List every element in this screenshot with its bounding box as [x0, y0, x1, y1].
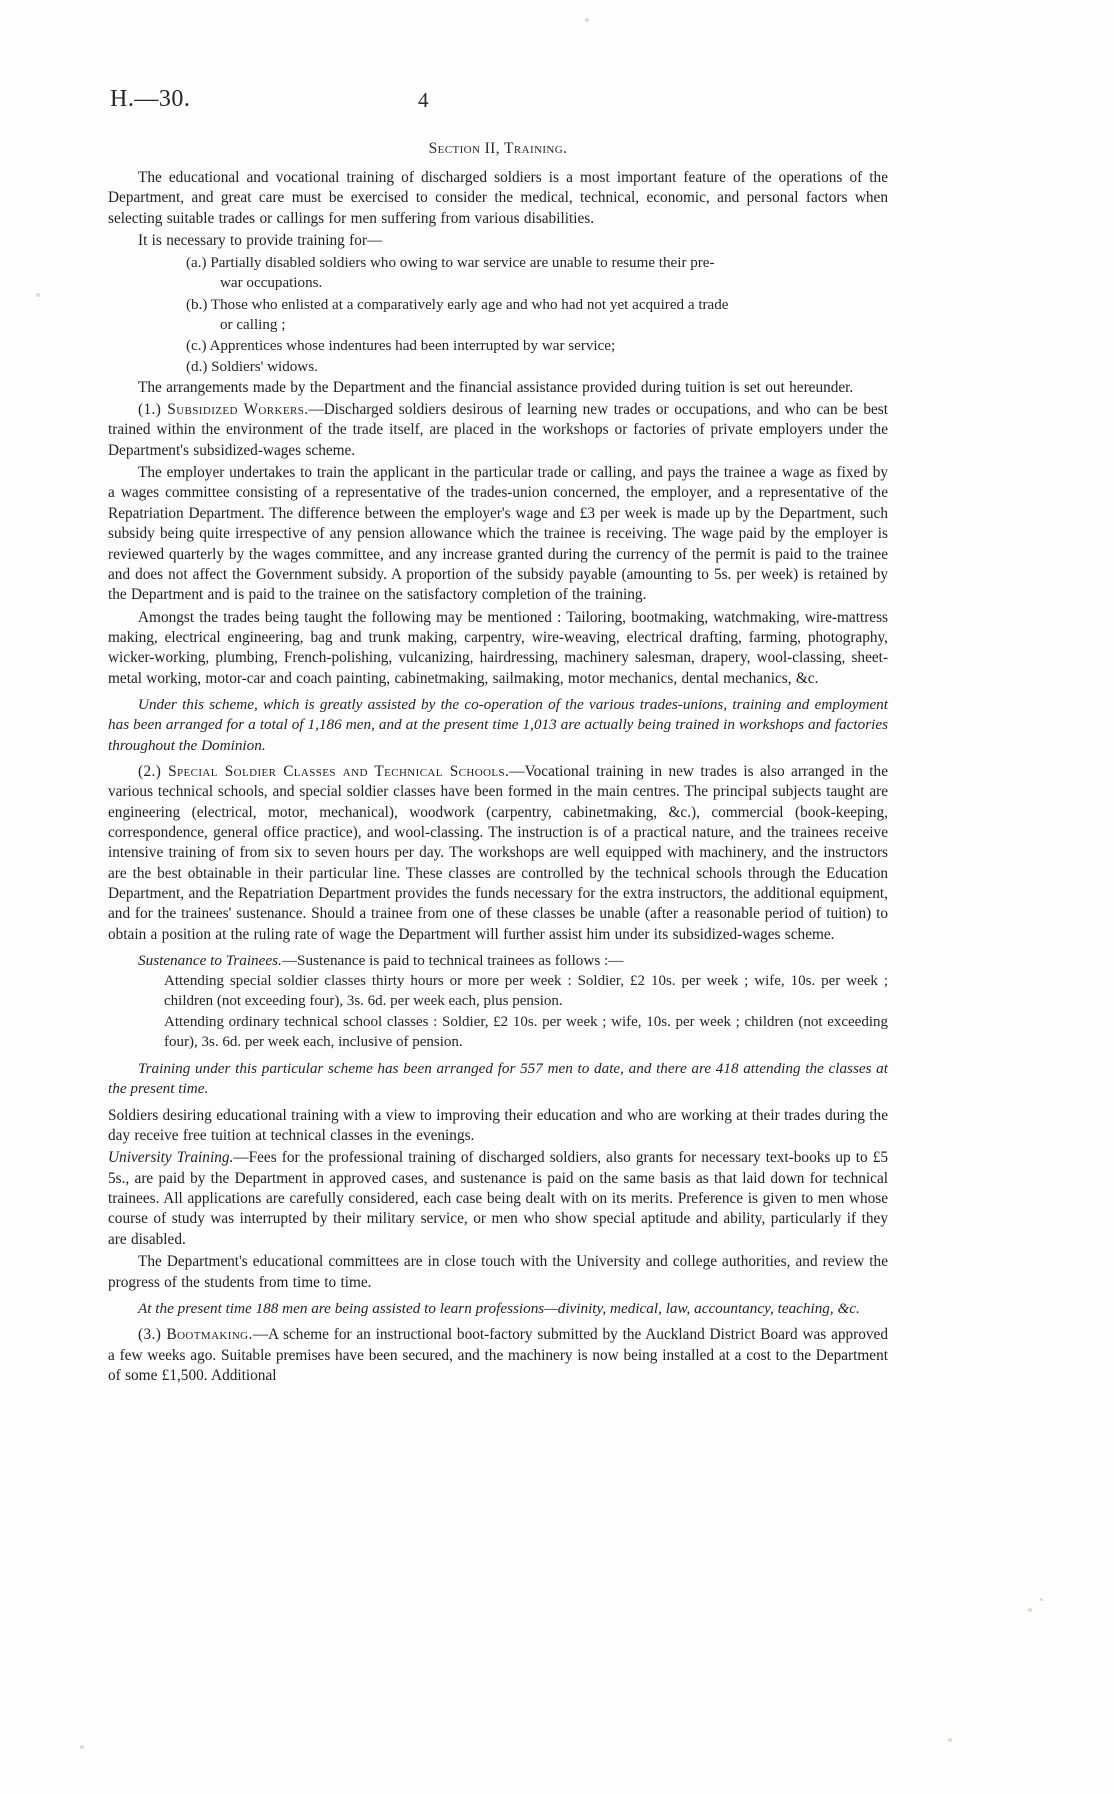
paragraph-sustenance [108, 951, 888, 971]
paragraph-subsidized-workers [108, 400, 888, 461]
paragraph-special-classes [108, 762, 888, 945]
page-header [108, 86, 888, 126]
list-item-marker: (d.) [186, 358, 208, 375]
clause-label-bootmaking: (3.) Bootmaking. [138, 1326, 253, 1344]
sustenance-item-special: Attending special soldier classes thirty hours or more per week : Soldier, £2 10s. per week ; wife, 10s. per week ; children (not exceeding four), 3s. 6d. per week each, plus pension. [164, 973, 888, 1010]
paragraph-trades: Amongst the trades being taught the following may be mentioned : Tailoring, bootmaking, watchmaking, wire-mattress making, electrical engineering, bag and trunk making, carpentry, wire-weaving, electrical drafting, farming, photography, wicker-working, plumbing, French-polishing, vulcanizing, hairdressing, machinery salesman, drapery, wool-classing, sheet-metal working, motor-car and coach painting, cabinetmaking, sailmaking, motor mechanics, dental mechanics, &c. [108, 608, 888, 687]
list-item-text: Soldiers' widows. [211, 358, 318, 375]
list-item-continuation: or calling ; [220, 316, 286, 333]
section-title: Section II, Training. [428, 140, 568, 157]
clause-text-sustenance: —Sustenance is paid to technical trainees as follows :— [281, 952, 624, 970]
list-item-marker: (b.) [186, 296, 208, 313]
page-content [108, 86, 888, 1388]
list-item-marker: (c.) [186, 337, 207, 354]
paragraph-scheme-italic: Under this scheme, which is greatly assisted by the co-operation of the various trades-unions, training and employment has been arranged for a total of 1,186 men, and at the present time 1,013 are actually being trained in workshops and factories throughout the Dominion. [108, 695, 888, 754]
scan-speck [585, 18, 589, 22]
list-item-text: Those who enlisted at a comparatively early age and who had not yet acquired a trade [210, 296, 729, 313]
document-number: H.—30. [110, 86, 191, 112]
paragraph-soldiers-desiring: Soldiers desiring educational training with a view to improving their education and who are working at their trades during the day receive free tuition at technical classes in the evenings. [108, 1106, 888, 1145]
clause-text-bootmaking: —A scheme for an instructional boot-factory submitted by the Auckland District Board was approved a few weeks ago. Suitable premises have been secured, and the machinery is now being installed at a cost to the Department of some £1,500. Additional [108, 1326, 888, 1384]
list-item [108, 336, 888, 356]
paragraph-university-training [108, 1148, 888, 1250]
clause-label-sustenance: Sustenance to Trainees. [138, 952, 282, 970]
sustenance-item-ordinary: Attending ordinary technical school classes : Soldier, £2 10s. per week ; wife, 10s. per week ; children (not exceeding four), 3s. 6d. per week each, inclusive of pension. [164, 1014, 888, 1051]
list-item [108, 357, 888, 377]
paragraph-arrangements: The arrangements made by the Department and the financial assistance provided during tuition is set out hereunder. [138, 378, 854, 396]
clause-label-subsidized-workers: (1.) Subsidized Workers. [138, 401, 309, 419]
clause-text-subsidized-workers: —Discharged soldiers desirous of learning new trades or occupations, and who can be best trained within the environment of the trade itself, are placed in the workshops or factories of private employers under the Department's subsidized-wages scheme. [108, 401, 888, 459]
scan-speck [80, 1745, 84, 1749]
paragraph-bootmaking [108, 1325, 888, 1386]
list-item-marker: (a.) [186, 255, 207, 272]
paragraph-employer: The employer undertakes to train the applicant in the particular trade or calling, and pays the trainee a wage as fixed by a wages committee consisting of a representative of the trades-union concerned, the employer, and a representative of the Repatriation Department. The difference between the employer's wage and £3 per week is made up by the Department, such subsidy being quite irrespective of any pension allowance which the trainee is receiving. The wage paid by the employer is reviewed quarterly by the wages committee, and any increase granted during the currency of the permit is paid to the trainee and does not affect the Government subsidy. A proportion of the subsidy payable (amounting to 5s. per week) is retained by the Department and is paid to the trainee on the satisfactory completion of the training. [108, 464, 888, 604]
list-item-text: Apprentices whose indentures had been interrupted by war service; [209, 337, 616, 354]
paragraph-intro: The educational and vocational training of discharged soldiers is a most important feature of the operations of the Department, and great care must be exercised to consider the medical, technical, economic, and personal factors when selecting suitable trades or callings for men suffering from various disabilities. [108, 169, 888, 227]
list-item-continuation: war occupations. [220, 275, 323, 292]
page-number: 4 [418, 88, 429, 112]
clause-text-university-training: —Fees for the professional training of discharged soldiers, also grants for necessary text-books up to £5 5s., are paid by the Department in approved cases, and sustenance is paid on the same basis as that laid down for technical trainees. All applications are carefully considered, each case being dealt with on its merits. Preference is given to men whose course of study was interrupted by their military service, or men who show special aptitude and ability, particularly if they are disabled. [108, 1149, 889, 1248]
scan-speck [36, 293, 40, 297]
clause-label-special-classes: (2.) Special Soldier Classes and Technical Schools. [138, 762, 510, 780]
paragraph-necessary-lead: It is necessary to provide training for— [138, 232, 383, 250]
scan-speck [1028, 1608, 1032, 1612]
list-item-text: Partially disabled soldiers who owing to war service are unable to resume their pre- [210, 255, 715, 272]
clause-label-university-training: University Training. [108, 1149, 234, 1167]
paragraph-present-time-italic: At the present time 188 men are being assisted to learn professions—divinity, medical, law, accountancy, teaching, &c. [138, 1299, 860, 1317]
paragraph-committees: The Department's educational committees are in close touch with the University and college authorities, and review the progress of the students from time to time. [108, 1253, 888, 1291]
scan-speck [1040, 1598, 1043, 1601]
clause-text-special-classes: —Vocational training in new trades is also arranged in the various technical schools, and special soldier classes have been formed in the main centres. The principal subjects taught are engineering (electrical, motor, mechanical), woodwork (carpentry, cabinetmaking, &c.), commercial (book-keeping, correspondence, general office practice), and wool-classing. The instruction is of a practical nature, and the trainees receive intensive training of from six to seven hours per day. The workshops are well equipped with machinery, and the instructors are the best obtainable in their particular line. These classes are controlled by the technical schools through the Education Department, and the Repatriation Department provides the funds necessary for the extra instructors, the additional equipment, and for the trainees' sustenance. Should a trainee from one of these classes be unable (after a reasonable period of tuition) to obtain a position at the ruling rate of wage the Department will further assist him under its subsidized-wages scheme. [108, 762, 888, 943]
list-item [108, 295, 888, 335]
list-item [108, 253, 888, 293]
scan-speck [948, 1738, 952, 1742]
paragraph-training-italic: Training under this particular scheme has been arranged for 557 men to date, and there are 418 attending the classes at the present time. [108, 1060, 888, 1098]
